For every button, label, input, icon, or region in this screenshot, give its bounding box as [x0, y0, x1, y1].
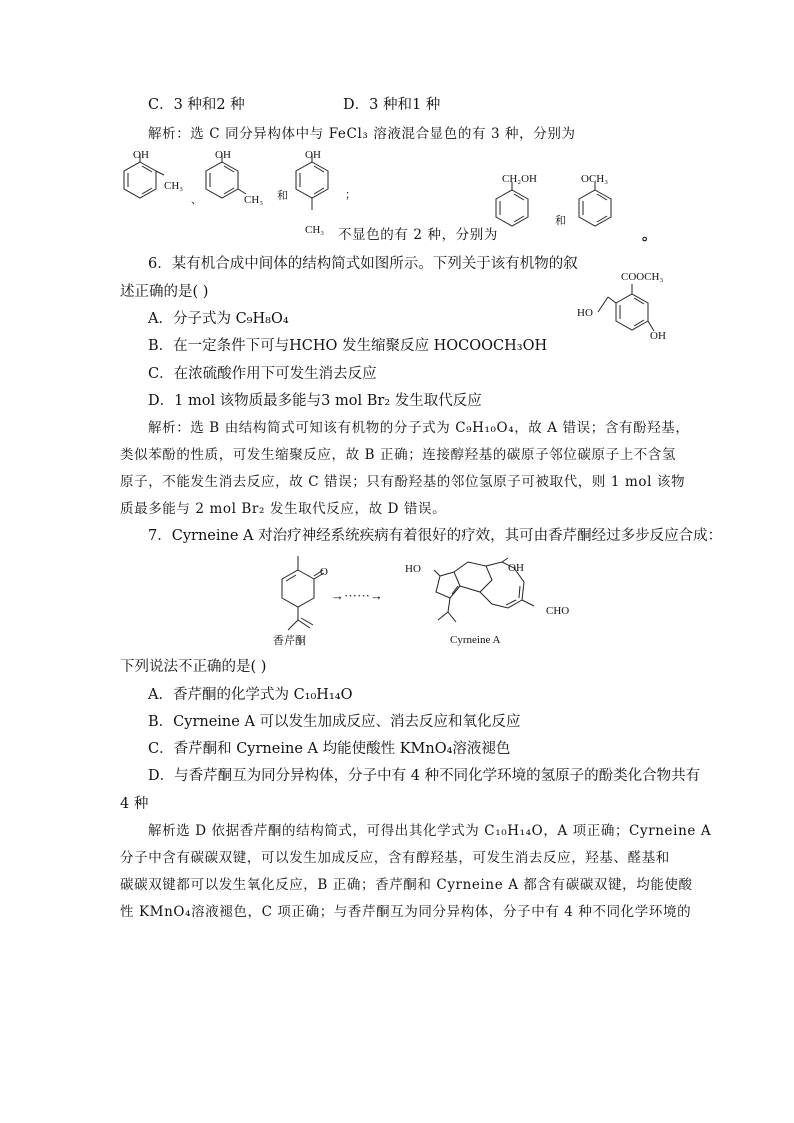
benzyl-alcohol-structure: [490, 176, 550, 246]
q5-and-1: 和: [277, 190, 288, 202]
q7-option-d-line2: 4 种: [120, 796, 149, 812]
q6-analysis-line2: 类似苯酚的性质，可发生缩聚反应，故 B 正确；连接醇羟基的碳原子邻位碳原子上不含氢: [120, 447, 677, 463]
q6-stem-line2: 述正确的是( ): [120, 284, 209, 300]
q6-cooch3-label: COOCH₃: [621, 271, 664, 283]
q5-oh-label-2: OH: [215, 149, 231, 161]
q5-and-2: 和: [555, 215, 566, 227]
q7-analysis-line4: 性 KMnO₄溶液褪色，C 项正确；与香芹酮互为同分异构体，分子中有 4 种不同化学环境的: [120, 904, 692, 920]
q5-ch3-label-3: CH₃: [305, 224, 325, 236]
q7-option-b: B．Cyrneine A 可以发生加成反应、消去反应和氧化反应: [148, 714, 521, 730]
q6-oh-label: OH: [650, 330, 666, 342]
q6-structure: [590, 280, 690, 350]
q6-analysis-line1: 解析：选 B 由结构简式可知该有机物的分子式为 C₉H₁₀O₄，故 A 错误；含有酚羟基，: [148, 420, 690, 436]
q5-oh-label-1: OH: [133, 149, 149, 161]
cyrneine-name: Cyrneine A: [450, 634, 501, 646]
q7-option-a: A．香芹酮的化学式为 C₁₀H₁₄O: [148, 687, 353, 703]
q5-oh-label-3: OH: [305, 149, 321, 161]
q6-analysis-line3: 原子，不能发生消去反应，故 C 错误；只有酚羟基的邻位氢原子可被取代，则 1 mol 该物: [120, 474, 686, 490]
q7-question: 下列说法不正确的是( ): [120, 659, 267, 675]
q6-ho-label: HO: [577, 307, 593, 319]
q5-ch2oh-label: CH₂OH: [502, 173, 538, 185]
cyrneine-cho-label: CHO: [546, 605, 570, 617]
q5-analysis-line2: 不显色的有 2 种，分别为: [338, 227, 498, 243]
cyrneine-oh-label: OH: [508, 562, 524, 574]
q5-option-d: D．3 种和1 种: [343, 97, 441, 113]
q5-option-c: C．3 种和2 种: [148, 97, 245, 113]
q7-analysis-line3: 碳碳双键都可以发生氧化反应，B 正确；香芹酮和 Cyrneine A 都含有碳碳双键，均能使酸: [120, 877, 693, 893]
synthesis-arrow: →······→: [331, 588, 383, 603]
q6-stem-line1: 6．某有机合成中间体的结构简式如图所示。下列关于该有机物的叙: [148, 256, 578, 272]
q7-option-c: C．香芹酮和 Cyrneine A 均能使酸性 KMnO₄溶液褪色: [148, 741, 511, 757]
q6-option-a: A．分子式为 C₉H₈O₄: [148, 311, 289, 327]
m-cresol-structure: [200, 148, 280, 218]
q6-option-c: C．在浓硫酸作用下可发生消去反应: [148, 366, 377, 382]
q6-option-b: B．在一定条件下可与HCHO 发生缩聚反应 HOCOOCH₃OH: [148, 338, 548, 354]
q5-ch3-label-2: CH₃: [244, 194, 264, 206]
q6-analysis-line4: 质最多能与 2 mol Br₂ 发生取代反应，故 D 错误。: [120, 501, 447, 517]
q5-analysis-line1: 解析：选 C 同分异构体中与 FeCl₃ 溶液混合显色的有 3 种，分别为: [148, 126, 576, 142]
q7-analysis-line2: 分子中含有碳碳双键，可以发生加成反应，含有醇羟基，可发生消去反应，羟基、醛基和: [120, 850, 670, 866]
carvone-name: 香芹酮: [273, 635, 306, 647]
q5-och3-label: OCH₃: [581, 173, 609, 185]
q7-analysis-line1: 解析选 D 依据香芹酮的结构简式，可得出其化学式为 C₁₀H₁₄O，A 项正确；Cyrneine A: [148, 823, 712, 839]
q5-semicolon: ；: [345, 189, 356, 201]
q6-option-d: D．1 mol 该物质最多能与3 mol Br₂ 发生取代反应: [148, 393, 482, 409]
q5-separator: 、: [191, 194, 202, 206]
q7-stem: 7．Cyrneine A 对治疗神经系统疾病有着很好的疗效，其可由香芹酮经过多步反应合成：: [148, 528, 723, 544]
carvone-o-label: O: [320, 566, 328, 578]
q5-period: 。: [642, 227, 657, 244]
cyrneine-ho-label: HO: [405, 563, 421, 575]
q5-ch3-label-1: CH₃: [164, 180, 184, 192]
anisole-structure: [573, 176, 633, 246]
q7-option-d-line1: D．与香芹酮互为同分异构体，分子中有 4 种不同化学环境的氢原子的酚类化合物共有: [148, 768, 701, 784]
cyrneine-a-structure: [418, 556, 558, 646]
o-cresol-structure: [118, 148, 198, 218]
